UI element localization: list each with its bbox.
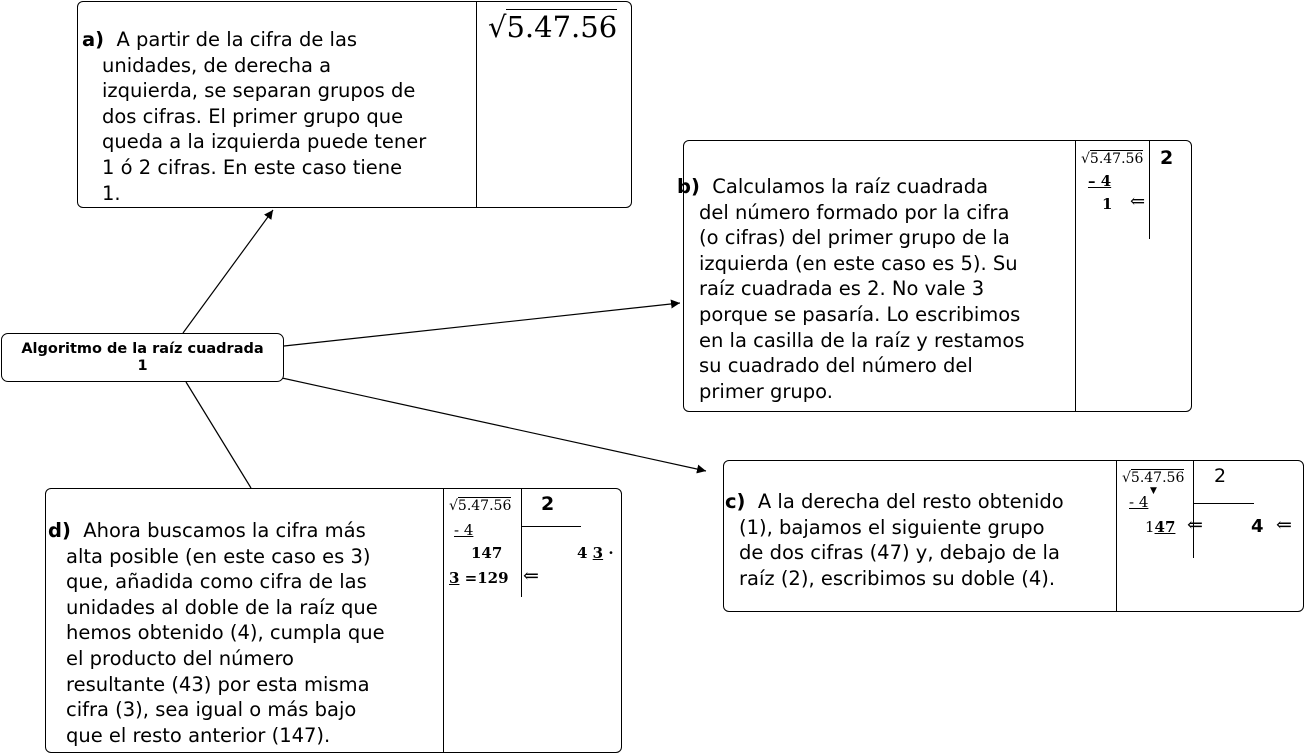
step-d-line: alta posible (en este caso es 3) xyxy=(66,544,371,568)
arrow-to-step-b xyxy=(284,303,680,346)
step-b-arrow: ⇐ xyxy=(1130,191,1146,212)
radicand: 5.47.56 xyxy=(1089,151,1144,167)
step-c-line: de dos cifras (47) y, debajo de la xyxy=(739,541,1060,565)
step-b-line: Calculamos la raíz cuadrada xyxy=(712,175,989,198)
step-b-text xyxy=(677,174,1024,404)
line-to-step-d xyxy=(186,382,251,488)
step-c-box xyxy=(723,460,1304,612)
step-b-line: raíz cuadrada es 2. No vale 3 xyxy=(699,277,985,301)
step-d-line: Ahora buscamos la cifra más xyxy=(83,519,366,542)
step-a-line: 1. xyxy=(102,181,121,205)
remainder-prefix: 1 xyxy=(1145,518,1155,536)
step-d-line: cifra (3), sea igual o más bajo xyxy=(66,698,357,722)
step-b-line: del número formado por la cifra xyxy=(699,200,1010,224)
remainder-bold: 47 xyxy=(1154,518,1176,536)
step-c-down-arrow: ▼ xyxy=(1150,486,1157,496)
step-d-sqrt xyxy=(449,497,511,515)
step-d-trial xyxy=(577,544,614,562)
step-a-box xyxy=(77,1,632,208)
step-d-root: 2 xyxy=(541,493,555,515)
step-b-sqrt xyxy=(1081,150,1143,168)
step-a-line: dos cifras. El primer grupo que xyxy=(102,104,404,128)
step-d-box xyxy=(45,488,622,753)
radical-sign: √ xyxy=(1122,470,1131,486)
step-b-line: primer grupo. xyxy=(699,379,833,403)
step-b-line: porque se pasaría. Lo escribimos xyxy=(699,302,1021,326)
step-a-sqrt xyxy=(488,10,617,44)
step-d-root-divider xyxy=(521,489,522,597)
step-d-subtract: - 4 xyxy=(454,521,474,539)
radicand: 5.47.56 xyxy=(506,10,618,44)
central-node-title xyxy=(2,341,283,375)
step-a-line: queda a la izquierda puede tener xyxy=(102,130,427,154)
step-b-box xyxy=(677,140,1192,412)
step-c-sqrt xyxy=(1122,469,1184,487)
step-d-line: el producto del número xyxy=(66,646,294,670)
step-d-line: que, añadida como cifra de las xyxy=(66,570,367,594)
step-d-label: d) xyxy=(48,519,71,542)
step-c-text xyxy=(725,489,1064,591)
arrow-to-step-a xyxy=(183,210,273,333)
step-d-remainder: 147 xyxy=(471,544,503,562)
step-d-arrow: ⇐ xyxy=(523,565,539,587)
step-c-double: 4 xyxy=(1251,516,1264,537)
step-d-line: hemos obtenido (4), cumpla que xyxy=(66,621,385,645)
step-b-label: b) xyxy=(677,175,700,198)
step-c-root-line xyxy=(1193,503,1254,504)
step-b-remainder: 1 xyxy=(1102,195,1113,213)
step-d-line: que el resto anterior (147). xyxy=(66,723,331,747)
step-b-line: izquierda (en este caso es 5). Su xyxy=(699,251,1018,275)
step-d-line: resultante (43) por esta misma xyxy=(66,672,370,696)
step-d-line: unidades al doble de la raíz que xyxy=(66,595,378,619)
step-c-root: 2 xyxy=(1214,465,1227,487)
step-d-root-line xyxy=(521,526,581,527)
product-digit: 3 xyxy=(449,569,460,587)
step-c-line: A la derecha del resto obtenido xyxy=(757,490,1064,513)
product-value: =129 xyxy=(464,569,509,587)
step-c-root-divider xyxy=(1193,461,1194,558)
radicand: 5.47.56 xyxy=(1130,470,1185,486)
radicand: 5.47.56 xyxy=(457,498,512,514)
step-b-root-divider xyxy=(1149,141,1150,239)
step-c-remainder xyxy=(1145,518,1175,536)
step-b-root: 2 xyxy=(1160,147,1174,169)
trial-digit: 3 xyxy=(592,544,604,562)
step-a-line: A partir de la cifra de las xyxy=(116,28,358,51)
step-c-divider xyxy=(1116,461,1117,611)
radical-sign: √ xyxy=(449,498,458,514)
step-c-arrow-left: ⇐ xyxy=(1187,514,1203,536)
step-a-text xyxy=(82,27,426,206)
title-line-2: 1 xyxy=(137,358,148,374)
step-b-subtract: – 4 xyxy=(1088,172,1112,190)
step-b-line: (o cifras) del primer grupo de la xyxy=(699,226,1010,250)
step-c-label: c) xyxy=(725,490,746,513)
step-a-label: a) xyxy=(82,28,105,51)
trial-dot: · xyxy=(608,544,614,562)
step-c-line: raíz (2), escribimos su doble (4). xyxy=(739,566,1056,590)
radical-sign: √ xyxy=(488,10,507,44)
arrow-to-step-c xyxy=(282,378,706,471)
step-c-line: (1), bajamos el siguiente grupo xyxy=(739,515,1045,539)
step-c-subtract: - 4 xyxy=(1129,493,1149,511)
step-b-divider xyxy=(1075,141,1076,411)
trial-prefix: 4 xyxy=(577,544,588,562)
step-b-line: su cuadrado del número del xyxy=(699,354,973,378)
radical-sign: √ xyxy=(1081,151,1090,167)
title-line-1: Algoritmo de la raíz cuadrada xyxy=(21,341,264,357)
step-b-line: en la casilla de la raíz y restamos xyxy=(699,328,1025,352)
step-a-line: 1 ó 2 cifras. En este caso tiene xyxy=(102,155,403,179)
step-a-divider xyxy=(476,2,477,207)
step-d-product xyxy=(449,569,509,587)
central-node xyxy=(1,333,284,382)
step-c-arrow-right: ⇐ xyxy=(1276,514,1292,536)
step-a-line: unidades, de derecha a xyxy=(102,53,332,77)
step-d-divider xyxy=(443,489,444,752)
step-a-line: izquierda, se separan grupos de xyxy=(102,79,416,103)
step-d-text xyxy=(48,518,385,748)
